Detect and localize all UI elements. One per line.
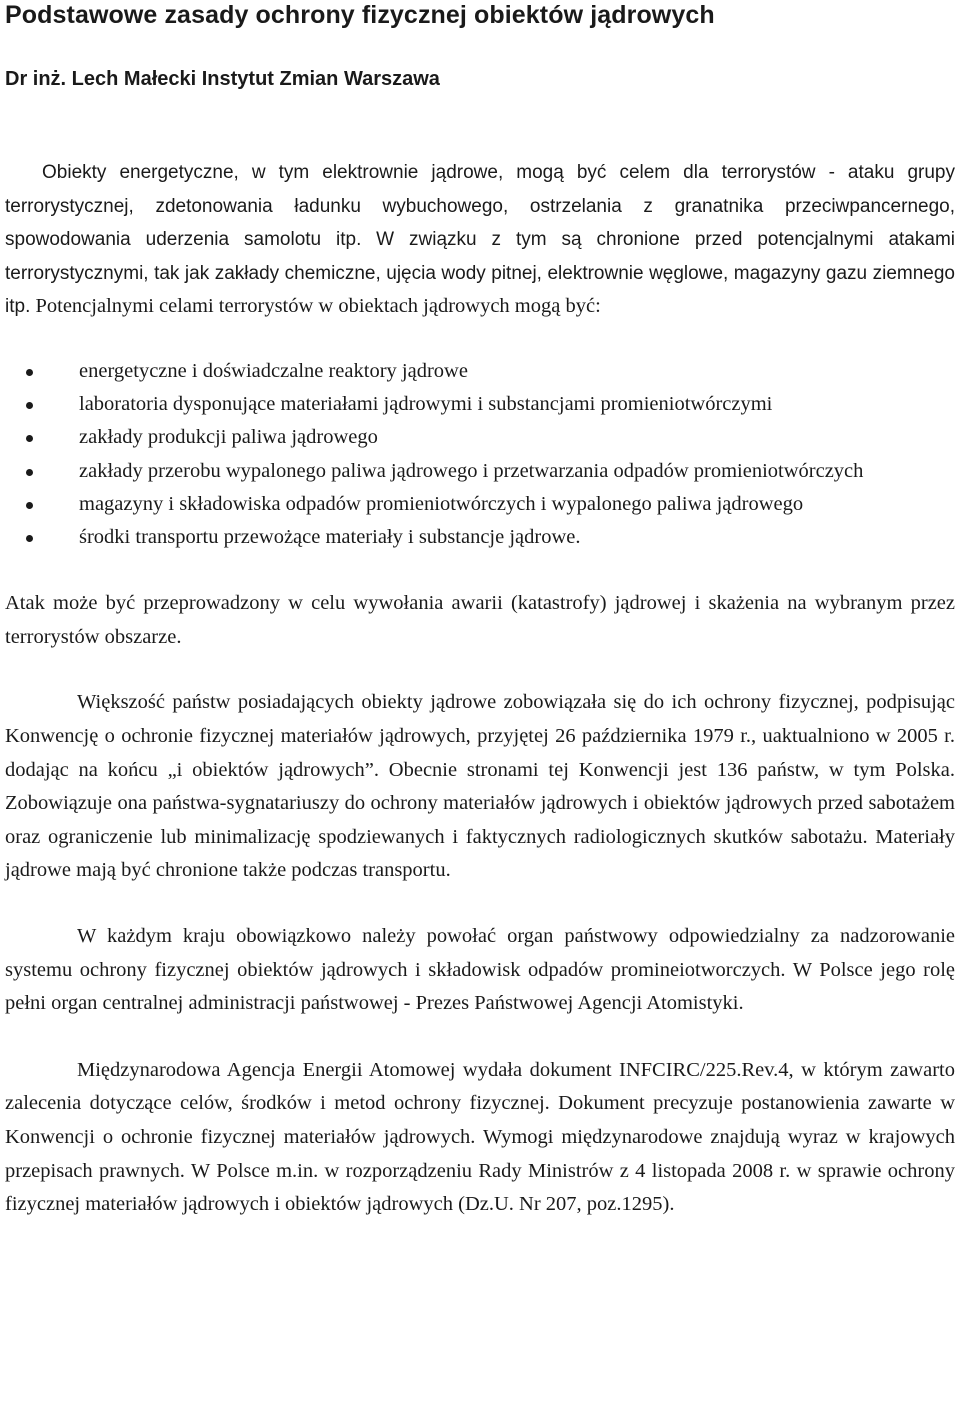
bullet-icon	[26, 435, 33, 442]
iaea-paragraph: Międzynarodowa Agencja Energii Atomowej wydała dokument INFCIRC/225.Rev.4, w którym zawarto zalecenia dotyczące celów, środków i metod ochrony fizycznej. Dokument precyzuje postanowienia zawarte w Konwencji o ochronie fizycznej materiałów jądrowych. Wymogi międzynarodowe znajdują wyraz w krajowych przepisach prawnych. W Polsce m.in. w rozporządzeniu Rady Ministrów z 4 listopada 2008 r. w sprawie ochrony fizycznej materiałów jądrowych i obiektów jądrowych (Dz.U. Nr 207, poz.1295).	[5, 1058, 955, 1216]
list-item	[5, 455, 955, 488]
list-item	[5, 388, 955, 421]
convention-paragraph: Większość państw posiadających obiekty jądrowe zobowiązała się do ich ochrony fizycznej, podpisując Konwencję o ochronie fizycznej materiałów jądrowych, przyjętej 26 października 1979 r., uaktualniono w 2005 r. dodając na końcu „i obiektów jądrowych”. Obecnie stronami tej Konwencji jest 136 państw, w tym Polska. Zobowiązuje ona państwa-sygnatariuszy do ochrony materiałów jądrowych i obiektów jądrowych przed sabotażem oraz ograniczenie lub minimalizację spodziewanych i faktycznych radiologicznych skutków sabotażu. Materiały jądrowe mają być chronione także podczas transportu.	[5, 691, 955, 882]
list-item	[5, 355, 955, 388]
list-item-text: magazyny i składowiska odpadów promieniotwórczych i wypalonego paliwa jądrowego	[79, 492, 804, 515]
list-item-text: środki transportu przewożące materiały i substancje jądrowe.	[79, 525, 581, 548]
national-authority-paragraph: W każdym kraju obowiązkowo należy powołać organ państwowy odpowiedzialny za nadzorowanie systemu ochrony fizycznej obiektów jądrowych i składowisk odpadów promineiotworczych. W Polsce jego rolę pełni organ centralnej administracji państwowej - Prezes Państwowej Agencji Atomistyki.	[5, 924, 955, 1015]
list-item-text: laboratoria dysponujące materiałami jądrowymi i substancjami promieniotwórczymi	[79, 393, 773, 416]
list-item-text: energetyczne i doświadczalne reaktory jądrowe	[79, 359, 468, 382]
targets-list	[5, 355, 955, 554]
intro-part-1: Obiekty energetyczne, w tym elektrownie jądrowe, mogą być celem dla terrorystów - ataku grupy terrorystycznej, zdetonowania ładunku wybuchowego, ostrzelania z granatnika przeciwpancernego, spowodowania uderzenia samolotu itp.	[5, 162, 955, 251]
bullet-icon	[26, 502, 33, 509]
bullet-icon	[26, 469, 33, 476]
bullet-icon	[26, 369, 33, 376]
bullet-icon	[26, 535, 33, 542]
intro-part-3: Potencjalnymi celami terrorystów w obiektach jądrowych mogą być:	[35, 295, 601, 318]
intro-paragraph	[5, 156, 955, 324]
list-item	[5, 521, 955, 554]
document-title: Podstawowe zasady ochrony fizycznej obiektów jądrowych	[5, 1, 715, 29]
attack-paragraph: Atak może być przeprowadzony w celu wywołania awarii (katastrofy) jądrowej i skażenia na wybranym przez terrorystów obszarze.	[5, 592, 955, 648]
intro-part-2: W związku z tym są chronione przed potencjalnymi atakami terrorystycznymi, tak jak zakłady chemiczne, ujęcia wody pitnej, elektrownie węglowe, magazyny gazu ziemnego itp.	[5, 229, 955, 318]
document-page	[5, 0, 955, 1222]
bullet-icon	[26, 402, 33, 409]
list-item	[5, 488, 955, 521]
list-item-text: zakłady produkcji paliwa jądrowego	[79, 426, 378, 449]
list-item	[5, 421, 955, 454]
author-line: Dr inż. Lech Małecki Instytut Zmian Warszawa	[5, 68, 440, 90]
list-item-text: zakłady przerobu wypalonego paliwa jądrowego i przetwarzania odpadów promieniotwórczych	[79, 459, 864, 482]
